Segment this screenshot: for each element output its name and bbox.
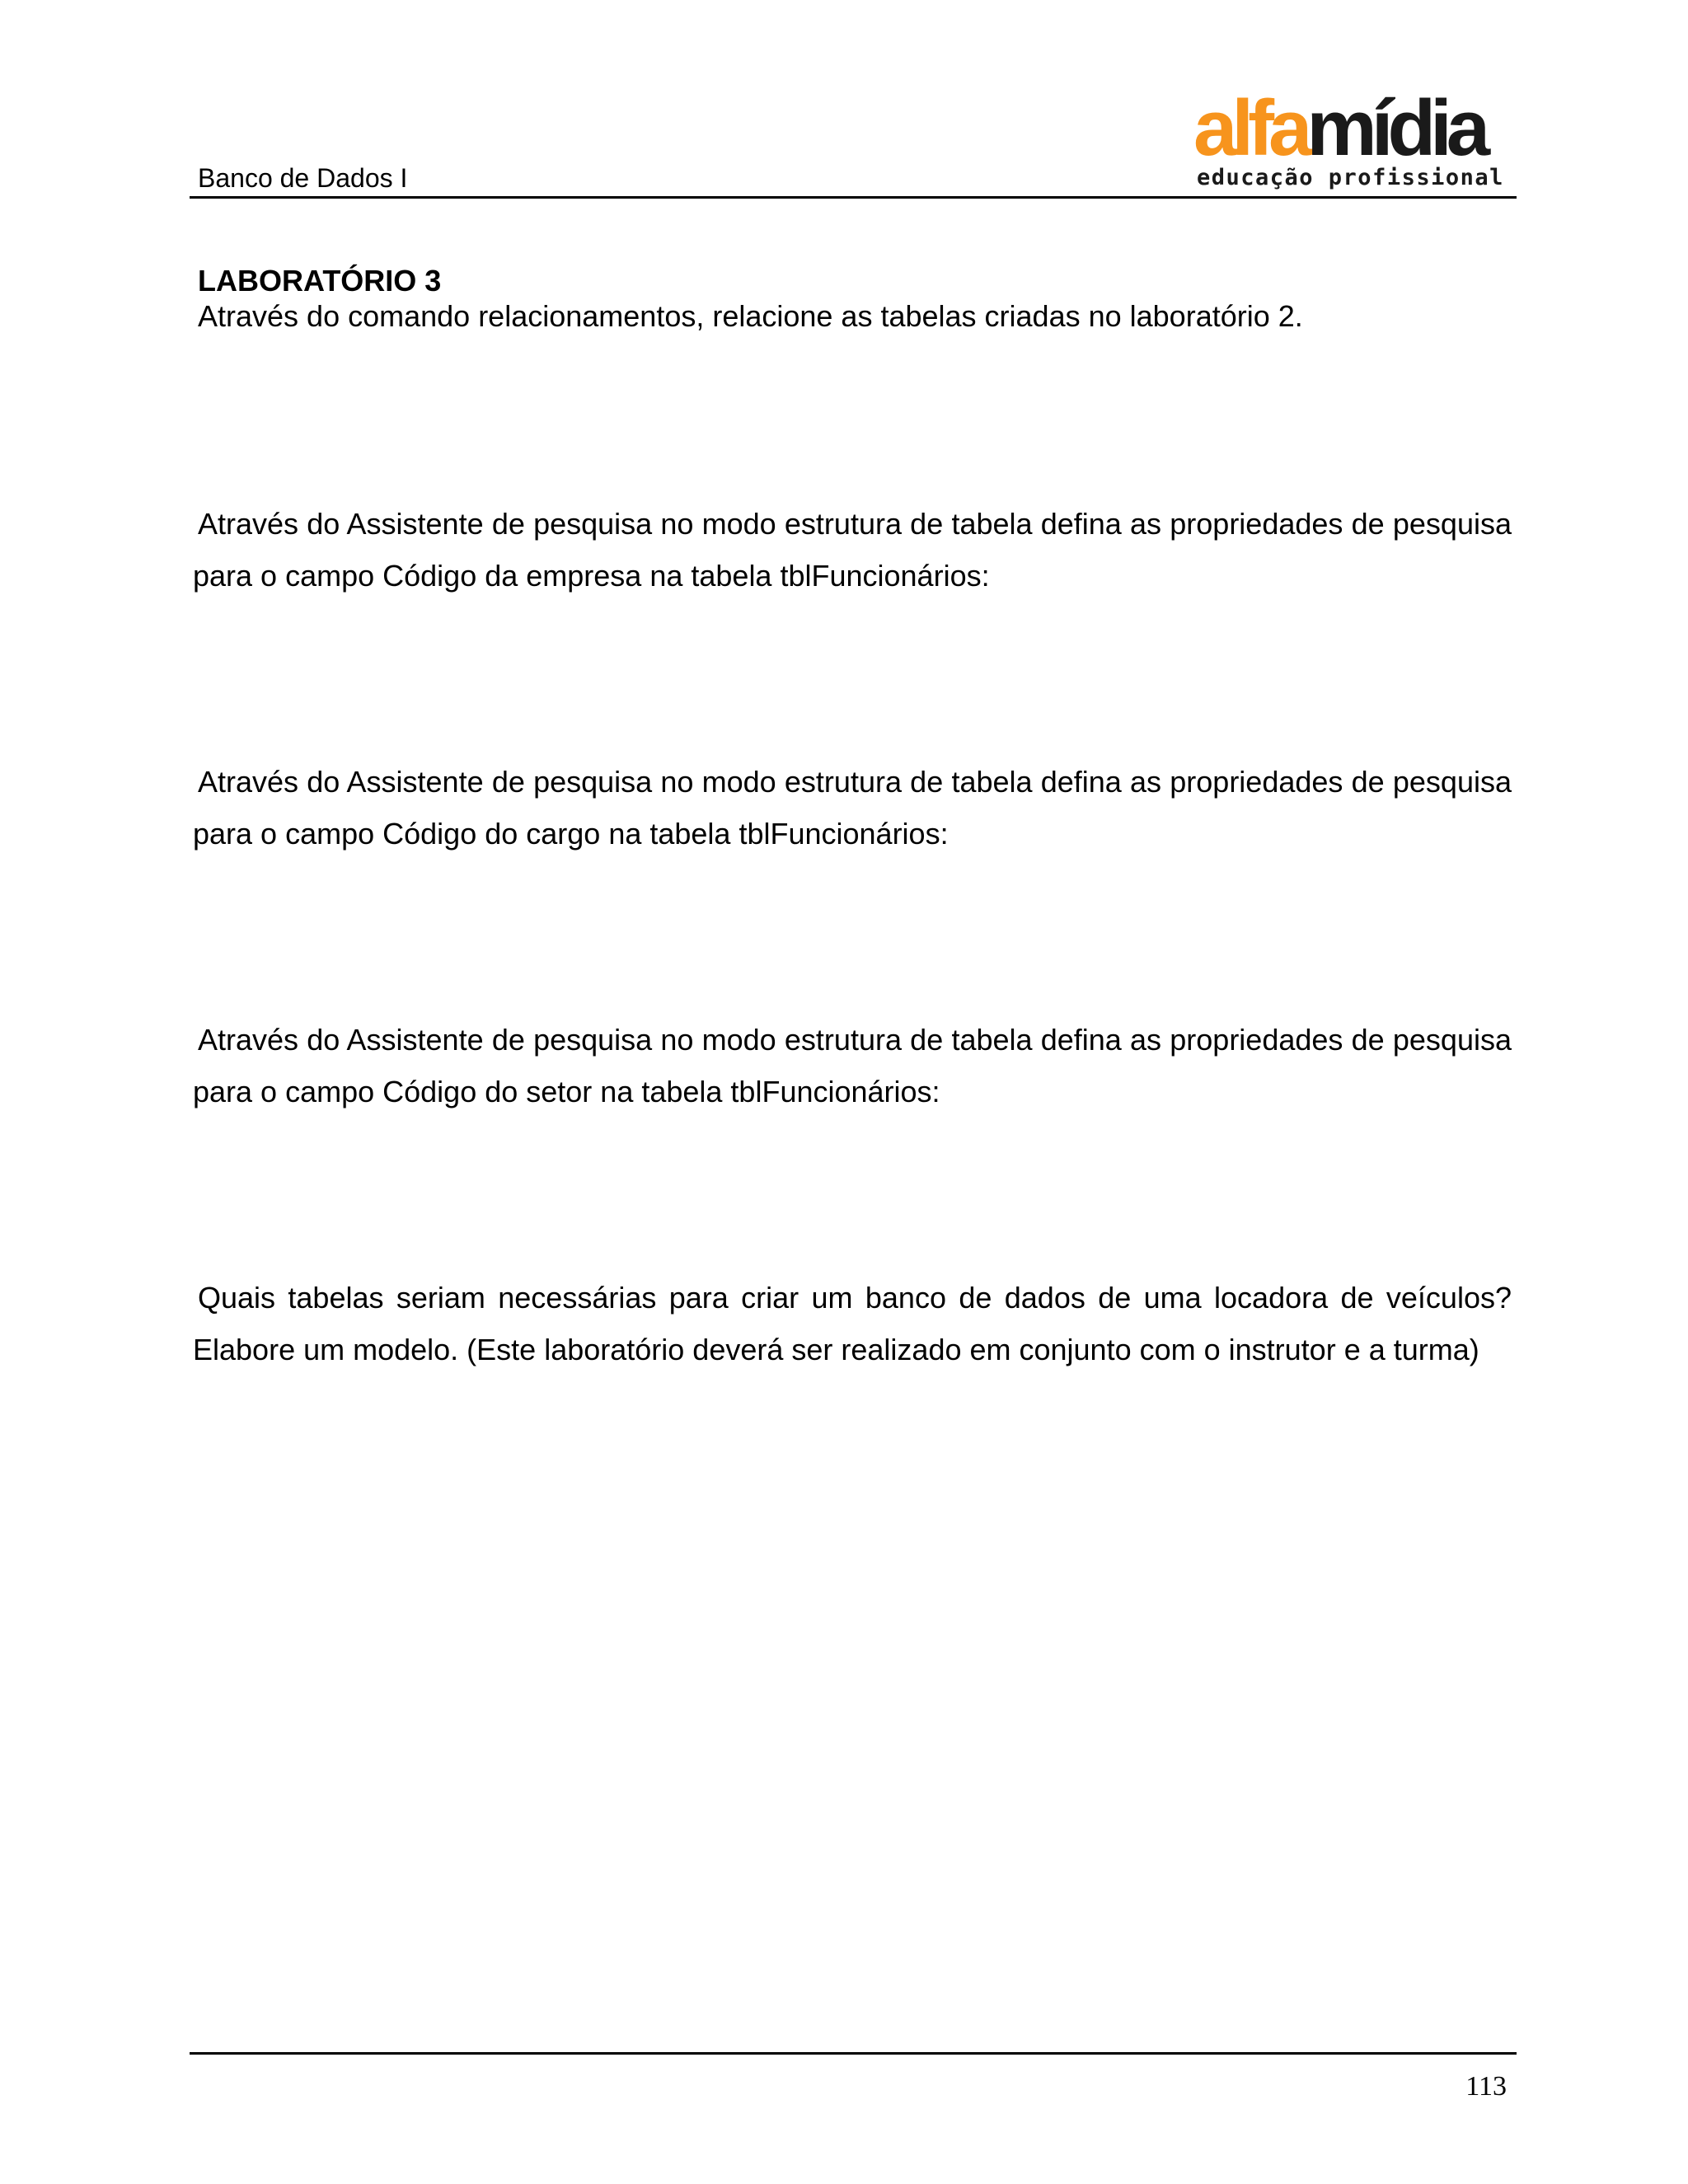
logo-word-part1: alfa	[1193, 92, 1307, 172]
logo-word-part2: mídia	[1306, 92, 1485, 172]
header-divider	[190, 196, 1517, 199]
exercise-paragraph: Quais tabelas seriam necessárias para criar um banco de dados de uma locadora de veículos? Elabore um modelo. (Este laboratório deverá ser realizado em conjunto com o instrutor e a turma)	[193, 1281, 1512, 1366]
exercise-paragraph: Através do Assistente de pesquisa no modo estrutura de tabela defina as propriedades de pesquisa para o campo Código do setor na tabela tblFuncionários:	[193, 1023, 1512, 1108]
footer-divider	[190, 2052, 1517, 2055]
exercise-paragraph: Através do Assistente de pesquisa no modo estrutura de tabela defina as propriedades de pesquisa para o campo Código da empresa na tabela tblFuncionários:	[193, 507, 1512, 593]
logo-word	[1193, 92, 1491, 172]
page-number: 113	[1465, 2071, 1507, 2102]
logo-tagline: educação profissional	[1197, 165, 1504, 190]
alfamidia-logo-graphic	[1193, 92, 1517, 191]
exercise-paragraph: Através do Assistente de pesquisa no modo estrutura de tabela defina as propriedades de pesquisa para o campo Código do cargo na tabela tblFuncionários:	[193, 765, 1512, 851]
lab-intro-text: Através do comando relacionamentos, relacione as tabelas criadas no laboratório 2.	[198, 299, 1303, 333]
lab-heading: LABORATÓRIO 3	[198, 264, 442, 298]
alfamidia-logo	[1193, 92, 1517, 191]
header-title: Banco de Dados I	[198, 163, 408, 193]
